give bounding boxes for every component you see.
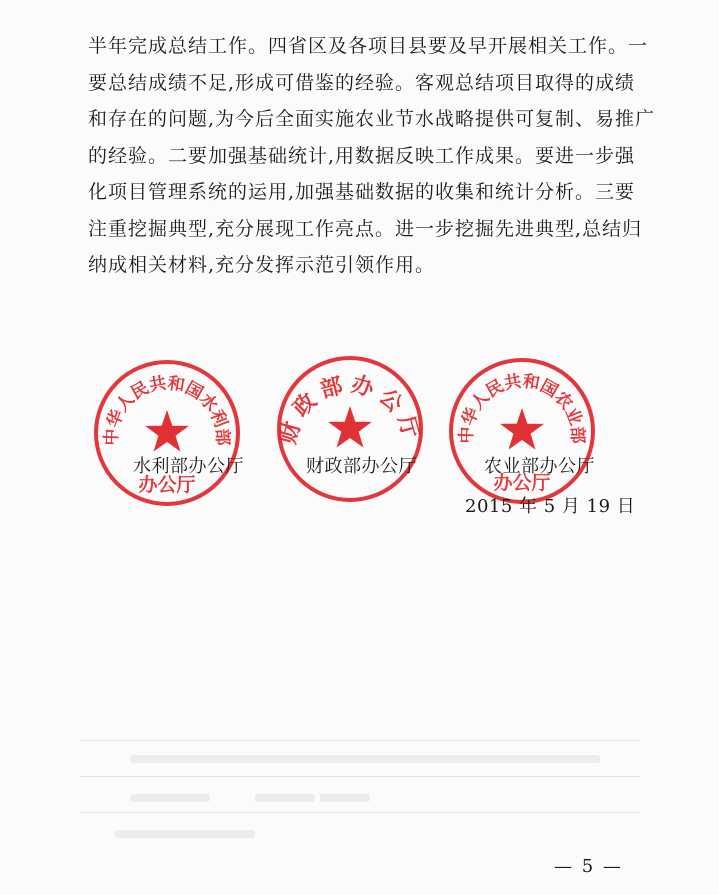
signer-finance: 财政部办公厅	[306, 456, 417, 477]
seal-bottom-text: 办公厅	[138, 474, 196, 496]
paragraph-line: 要总结成绩不足,形成可借鉴的经验。客观总结项目取得的成绩	[88, 71, 636, 94]
signer-water-resources: 水利部办公厅	[133, 456, 244, 477]
star-icon	[500, 408, 544, 450]
paragraph-line: 的经验。二要加强基础统计,用数据反映工作成果。要进一步强	[88, 144, 636, 167]
paragraph-line: 化项目管理系统的运用,加强基础数据的收集和统计分析。三要	[88, 181, 636, 203]
show-through-text	[130, 794, 210, 802]
seal-water-resources	[92, 358, 242, 508]
show-through-text	[130, 755, 600, 763]
show-through-text	[115, 830, 255, 838]
show-through-text	[255, 794, 315, 802]
show-through-rule	[80, 812, 640, 813]
seal-agriculture	[447, 356, 597, 506]
paragraph-line: 半年完成总结工作。四省区及各项目县要及早开展相关工作。一	[88, 35, 649, 57]
paragraph-line: 注重挖掘典型,充分展现工作亮点。进一步挖掘先进典型,总结归	[88, 217, 643, 240]
page-number: — 5 —	[554, 856, 623, 877]
paragraph-line: 和存在的问题,为今后全面实施农业节水战略提供可复制、易推广	[88, 108, 656, 130]
body-paragraph	[88, 28, 656, 284]
signer-agriculture: 农业部办公厅	[484, 456, 595, 477]
seal-arc-text: 中华人民共和国农业部	[456, 371, 588, 444]
seal-bottom-text: 办公厅	[493, 472, 551, 494]
seal-arc-text: 中华人民共和国水利部	[101, 373, 233, 446]
seal-graphic	[92, 358, 242, 508]
show-through-rule	[80, 740, 640, 741]
show-through-rule	[80, 776, 640, 777]
seal-finance	[275, 354, 425, 504]
star-icon	[328, 406, 372, 448]
signing-date: 2015 年 5 月 19 日	[465, 496, 636, 517]
show-through-text	[320, 794, 370, 802]
paragraph-line: 纳成相关材料,充分发挥示范引领作用。	[88, 254, 436, 276]
seal-graphic	[275, 354, 425, 504]
seal-arc-text: 财政部办公厅	[275, 372, 425, 447]
star-icon	[145, 410, 189, 452]
seal-graphic	[447, 356, 597, 506]
